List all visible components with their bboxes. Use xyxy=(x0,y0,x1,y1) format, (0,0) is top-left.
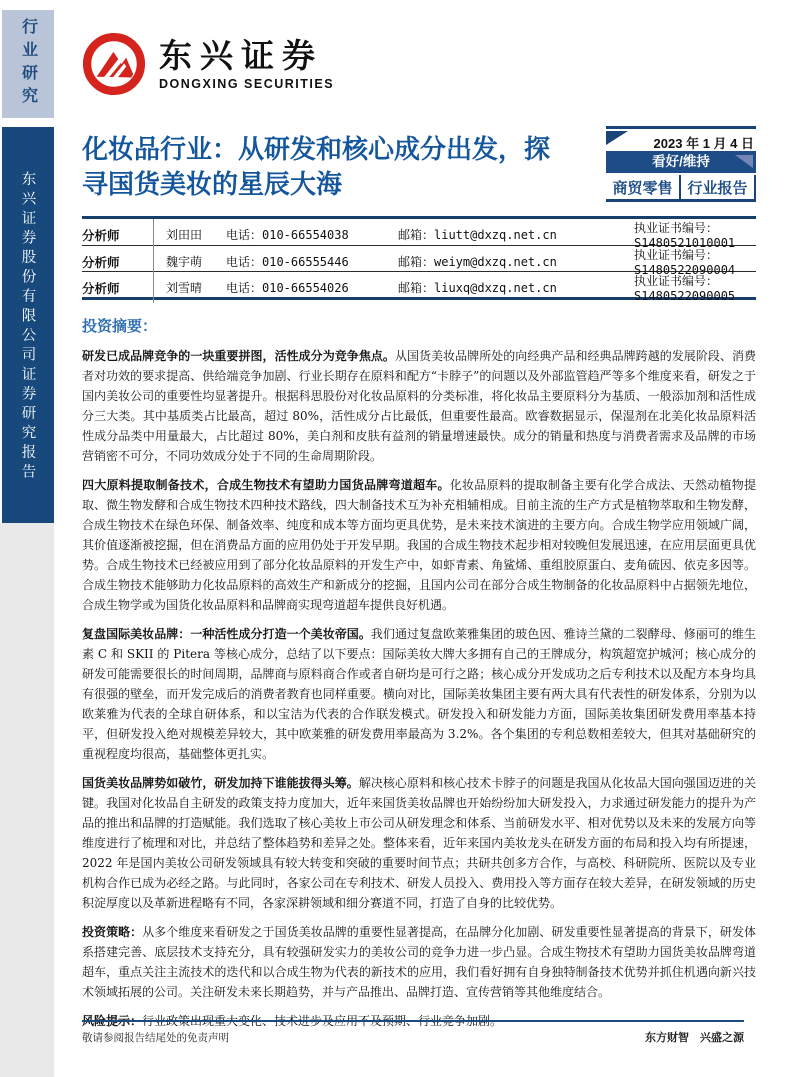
brand-name-en: DONGXING SECURITIES xyxy=(159,76,335,91)
report-type-label: 行业报告 xyxy=(679,175,754,199)
sidebar-gray-strip xyxy=(0,523,54,1077)
analyst-email: 邮箱：liutt@dxzq.net.cn xyxy=(398,228,557,242)
brand-name-cn: 东兴证券 xyxy=(159,36,323,74)
paragraph-lead: 国货美妆品牌势如破竹，研发加持下谁能拔得头筹。 xyxy=(82,776,359,790)
rating-badge xyxy=(606,151,756,173)
paragraph-lead: 投资策略： xyxy=(82,925,143,939)
table-row xyxy=(82,271,756,303)
summary-paragraph xyxy=(82,475,756,615)
analyst-role: 分析师 xyxy=(82,219,154,250)
page-title xyxy=(82,132,582,202)
corner-triangle-light-icon xyxy=(735,155,753,168)
sidebar-category-box xyxy=(2,10,54,118)
paragraph-text: 行业政策出现重大变化、技术进步及应用不及预期、行业竞争加剧。 xyxy=(142,1014,503,1028)
report-meta-box xyxy=(606,126,756,202)
analyst-cert: 执业证书编号：S1480522090004 xyxy=(634,248,736,277)
footer-slogan: 东方财智 兴盛之源 xyxy=(645,1031,744,1044)
summary-paragraph xyxy=(82,773,756,913)
analyst-name: 刘雪晴 xyxy=(166,281,203,295)
sidebar-category-label: 行业研究 xyxy=(19,18,37,110)
paragraph-lead: 风险提示： xyxy=(82,1014,143,1028)
sidebar-company-label: 东兴证券股份有限公司证券研究报告 xyxy=(19,171,36,483)
paragraph-text: 从国货美妆品牌所处的向经典产品和经典品牌跨越的发展阶段、消费者对功效的要求提高、供给端竞争加剧、行业长期存在原料和配方“卡脖子”的问题以及外部监管趋严等多个维度来看，研发之于国内美妆公司的重要性均显著提升。根据科思股份对化妆品原料的分类标准，将化妆品主要原料分为基质、一般添加剂和活性成分三大类。其中基质类占比最高，超过 80%，活性成分占比最低，但重要性最高。欧睿数据显示，保湿剂在北美化妆品原料活性成分品类中用量最大，占比超过 80%，美白剂和皮肤有益剂的销量增速最快。成分的销量和热度与消费者需求及品牌的市场营销密不可分，不同功效成分处于不同的生命周期阶段。 xyxy=(82,349,756,463)
rating-label: 看好/维持 xyxy=(652,154,710,169)
analyst-phone: 电话：010-66554038 xyxy=(226,228,349,242)
table-row xyxy=(82,245,756,277)
summary-heading: 投资摘要： xyxy=(82,318,158,335)
report-date-row xyxy=(606,126,756,150)
analyst-cert: 执业证书编号：S1480521010001 xyxy=(634,221,736,250)
paragraph-lead: 四大原料提取制备技术，合成生物技术有望助力国货品牌弯道超车。 xyxy=(82,478,450,492)
report-date: 2023 年 1 月 4 日 xyxy=(653,136,754,151)
corner-triangle-icon xyxy=(606,131,628,145)
paragraph-lead: 复盘国际美妆品牌：一种活性成分打造一个美妆帝国。 xyxy=(82,627,371,641)
analyst-name: 刘田田 xyxy=(166,228,203,242)
page-title-line1: 化妆品行业：从研发和核心成分出发，探 xyxy=(82,134,551,164)
table-row xyxy=(82,219,756,250)
analyst-role: 分析师 xyxy=(82,246,154,277)
sector-report-row xyxy=(606,175,756,202)
sidebar-company-box xyxy=(2,127,54,523)
brand-header xyxy=(82,32,756,96)
footer-disclaimer: 敬请参阅报告结尾处的免责声明 xyxy=(82,1032,229,1044)
analyst-cert: 执业证书编号：S1480522090005 xyxy=(634,274,736,303)
analyst-name: 魏宇萌 xyxy=(166,255,203,269)
analyst-table xyxy=(82,216,756,303)
summary-paragraph xyxy=(82,624,756,764)
summary-body xyxy=(82,346,756,1031)
sector-label: 商贸零售 xyxy=(612,179,673,197)
summary-paragraph xyxy=(82,346,756,466)
analyst-email: 邮箱：weiym@dxzq.net.cn xyxy=(398,255,557,269)
paragraph-text: 从多个维度来看研发之于国货美妆品牌的重要性显著提高，在品牌分化加剧、研发重要性显著提高的背景下，研发体系搭建完善、底层技术支持充分，具有较强研发实力的美妆公司的竞争力进一步凸显。合成生物技术有望助力国货美妆品牌弯道超车，重点关注主流技术的迭代和以合成生物为代表的新技术的应用，我们看好拥有自身独特制备技术优势并抓住机遇向新兴技术领域拓展的公司。关注研发未来长期趋势，并与产品推出、品牌打造、宣传营销等其他维度结合。 xyxy=(82,925,756,999)
page-footer xyxy=(82,1020,744,1045)
analyst-email: 邮箱：liuxq@dxzq.net.cn xyxy=(398,281,557,295)
page-title-line2: 寻国货美妆的星辰大海 xyxy=(82,169,343,199)
paragraph-text: 化妆品原料的提取制备主要有化学合成法、天然动植物提取、微生物发酵和合成生物技术四种技术路线，四大制备技术互为补充相辅相成。目前主流的生产方式是植物萃取和生物发酵，合成生物技术在绿色环保、制备效率、纯度和成本等方面均更具优势，是未来技术演进的主要方向。合成生物学应用领域广阔，其价值逐渐被挖掘，但在消费品方面的应用仍处于开发早期。我国的合成生物技术起步相对较晚但发展迅速，在应用层面更具优势。合成生物技术已经被应用到了部分化妆品原料的开发生产中，如虾青素、角鲨烯、重组胶原蛋白、麦角硫因、依克多因等。合成生物技术能够助力化妆品原料的高效生产和新成分的挖掘，且国内公司在部分合成生物制备的化妆品原料中占据领先地位，合成生物学或为国货化妆品原料和品牌商实现弯道超车提供良好机遇。 xyxy=(82,478,756,612)
dongxing-logo-icon xyxy=(82,32,146,96)
main-content xyxy=(82,0,756,1040)
analyst-phone: 电话：010-66555446 xyxy=(226,255,349,269)
paragraph-text: 我们通过复盘欧莱雅集团的玻色因、雅诗兰黛的二裂酵母、修丽可的维生素 C 和 SKII 的 Pitera 等核心成分，总结了以下要点：国际美妆大牌大多拥有自己的王牌成分，构筑超宽护城河；核心成分的研发可能需要很长的时间周期，品牌商与原料商合作或者自研均是可行之路；核心成分开发成功之后专利技术以及配方本身均具有很强的壁垒，而开发完成后的消费者教育也同样重要。横向对比，国际美妆集团主要有两大具有代表性的研发体系，分别为以欧莱雅为代表的全球自研体系，和以宝洁为代表的合作联发模式。研发投入和研发能力方面，国际美妆集团研发费用率基本持平，但研发投入绝对规模差异较大，其中欧莱雅的研发费用率最高为 3.2%。各个集团的专利总数相差较大，但其对基础研究的重视程度均很高，基础整体更扎实。 xyxy=(82,627,756,761)
paragraph-text: 解决核心原料和核心技术卡脖子的问题是我国从化妆品大国向强国迈进的关键。我国对化妆品自主研发的政策支持力度加大，近年来国货美妆品牌也开始纷纷加大研发投入，力求通过研发能力的提升为产品的推出和品牌的打造赋能。我们选取了核心美妆上市公司从研发理念和体系、当前研发水平、相对优势以及未来的发展方向等维度进行了梳理和对比，并总结了整体趋势和差异之处。整体来看，近年来国内美妆龙头在研发方面的布局和投入均有所提速，2022 年是国内美妆公司研发领域具有较大转变和突破的重要时间节点；共研共创多方合作，与高校、科研院所、医院以及专业机构合作已成为必经之路。与此同时，各家公司在专利技术、研发人员投入、费用投入等方面存在较大差异，在研发领域的历史积淀厚度以及革新进程略有不同，各家深耕领域和细分赛道不同，打造了自身的比较优势。 xyxy=(82,776,756,910)
summary-paragraph xyxy=(82,922,756,1002)
analyst-role: 分析师 xyxy=(82,272,154,303)
paragraph-lead: 研发已成品牌竞争的一块重要拼图，活性成分为竞争焦点。 xyxy=(82,349,395,363)
analyst-phone: 电话：010-66554026 xyxy=(226,281,349,295)
brand-name xyxy=(159,38,334,91)
